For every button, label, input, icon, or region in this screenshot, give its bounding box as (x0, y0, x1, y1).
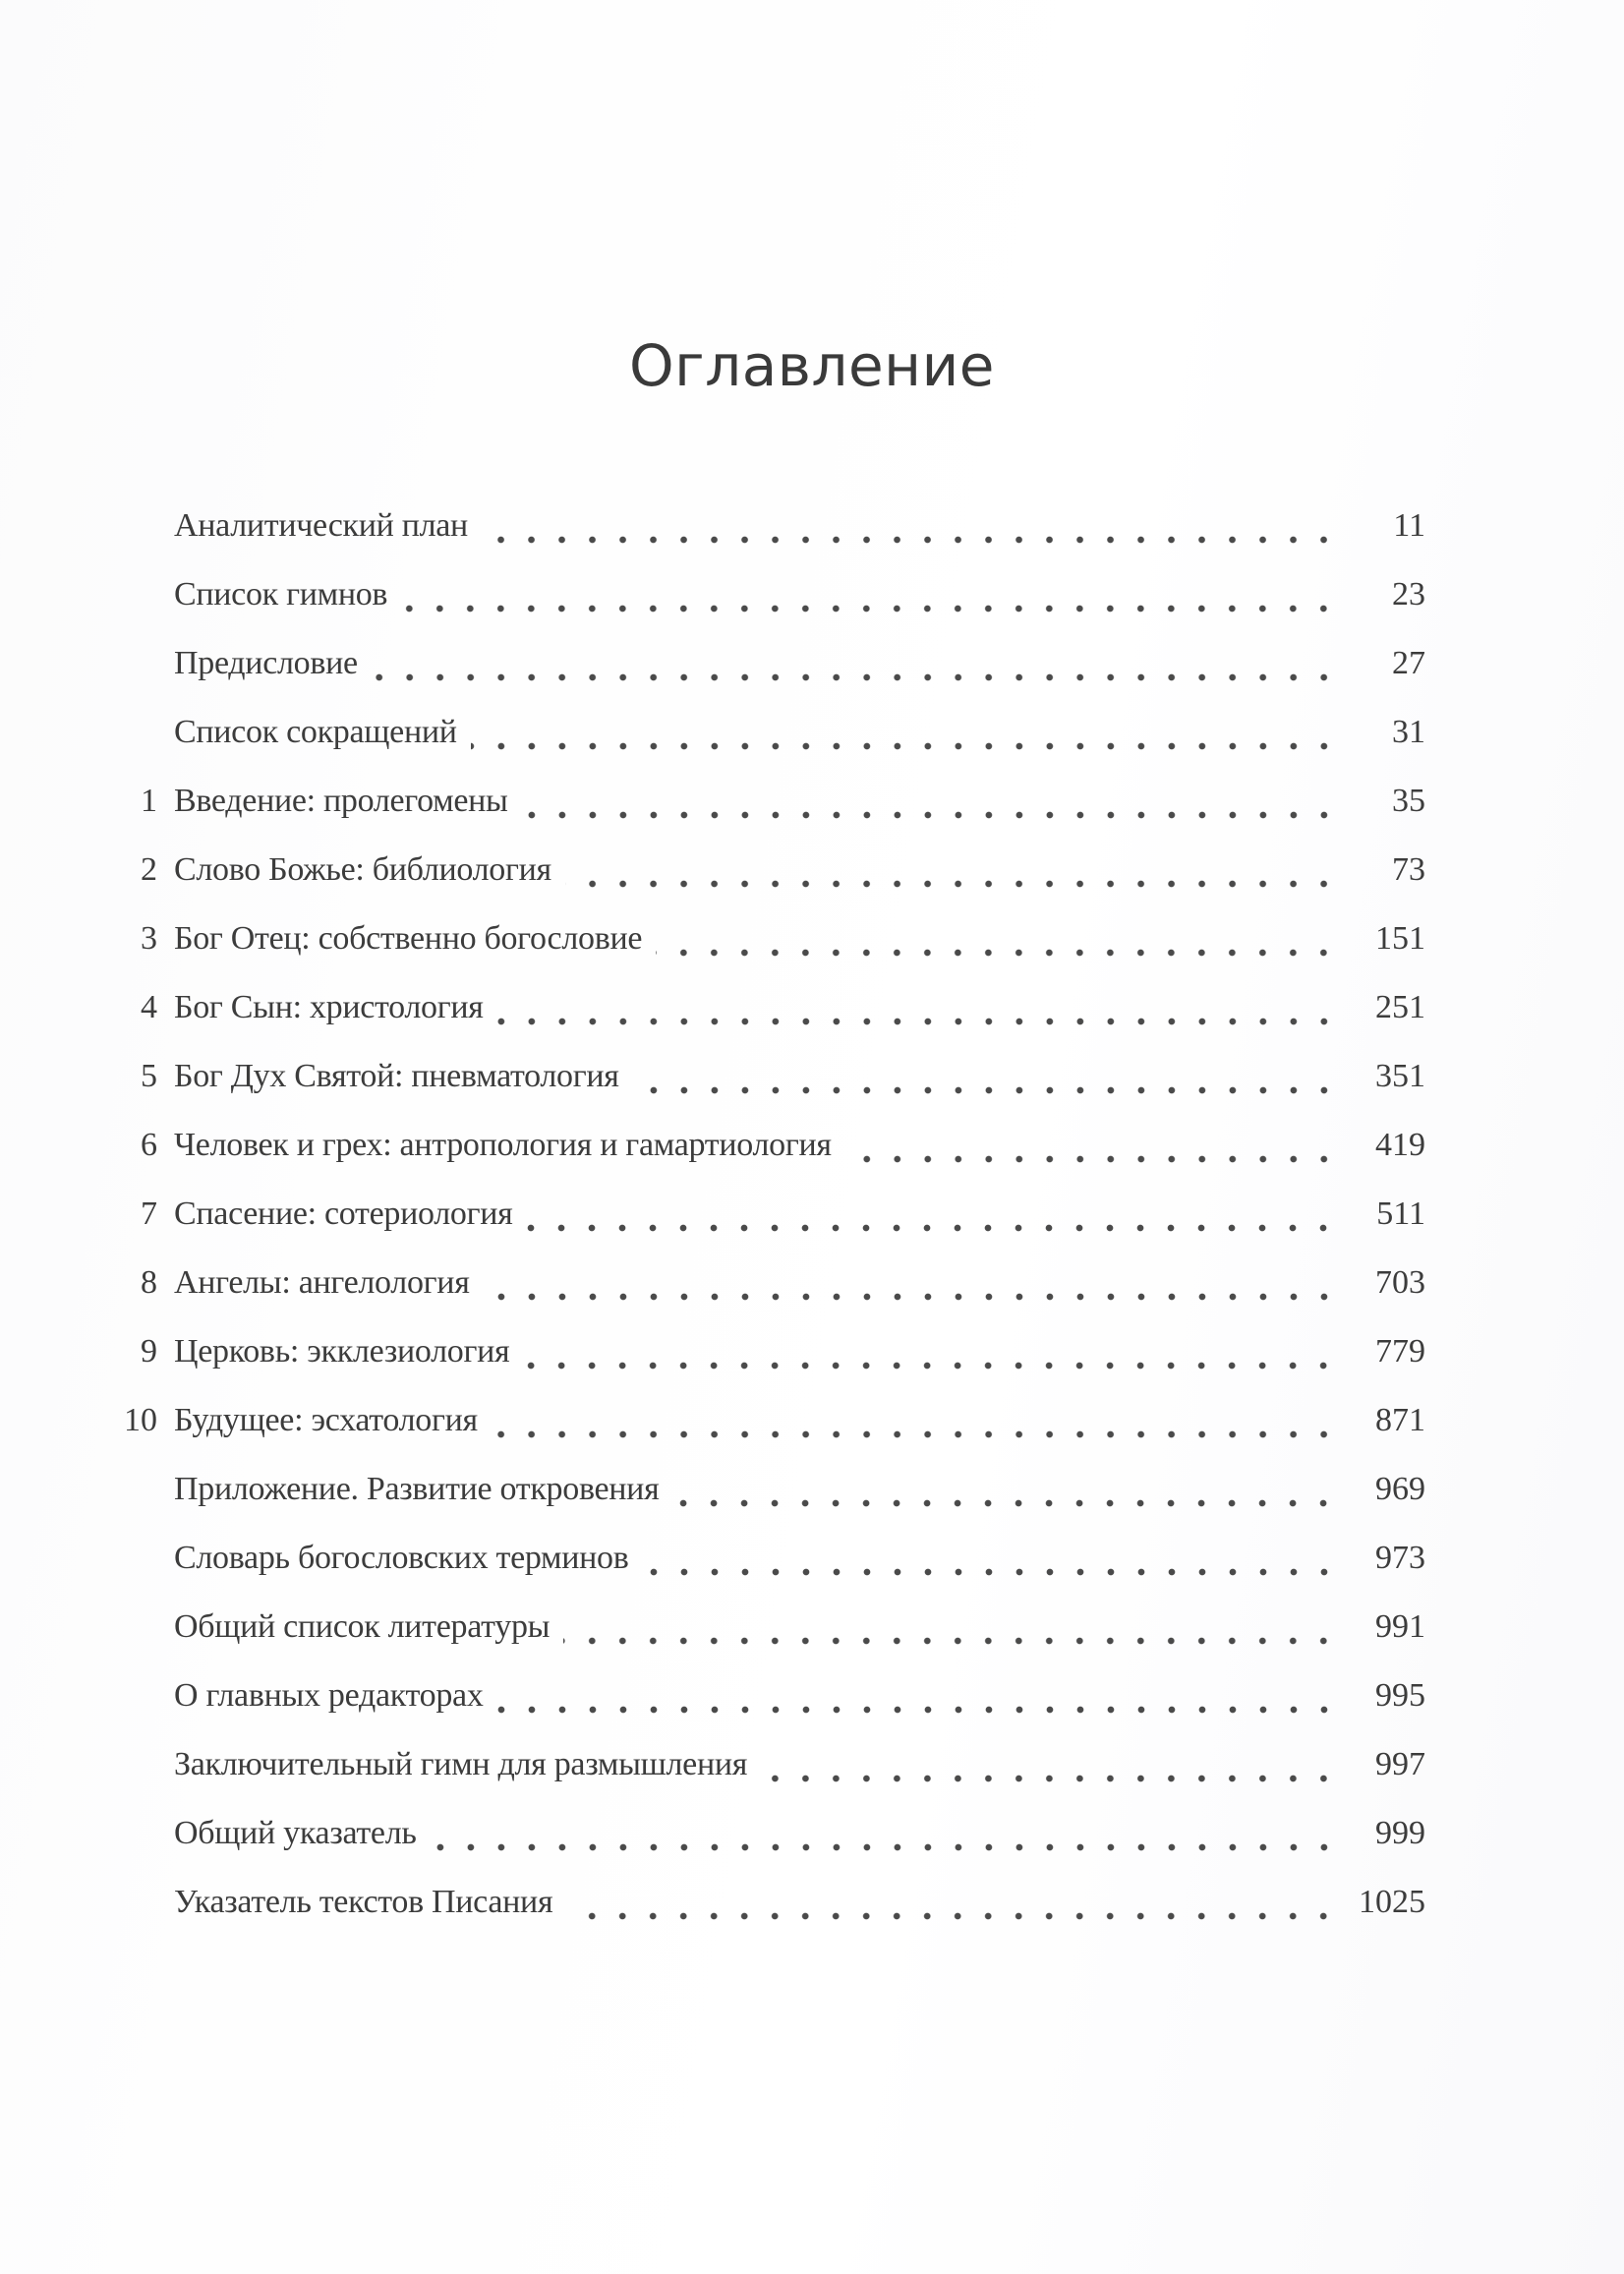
page-number: 997 (1375, 1746, 1425, 1782)
dot-leader (372, 671, 1339, 683)
entry-title: Бог Сын: христология (174, 989, 484, 1025)
page-title: Оглавление (629, 332, 995, 399)
toc-entry[interactable] (108, 1884, 1425, 1933)
entry-title: Спасение: сотериология (174, 1195, 513, 1232)
page-number: 419 (1375, 1127, 1425, 1163)
toc-entry[interactable] (108, 507, 1425, 556)
toc-entry[interactable] (108, 1677, 1425, 1726)
page-number: 27 (1392, 645, 1425, 681)
entry-title: Общий список литературы (174, 1608, 551, 1645)
toc-entry[interactable] (108, 851, 1425, 901)
page-number: 703 (1375, 1264, 1425, 1301)
toc-entry[interactable] (108, 1058, 1425, 1107)
page-number: 969 (1375, 1471, 1425, 1507)
page-number: 151 (1375, 920, 1425, 957)
dot-leader (672, 1497, 1339, 1509)
page-number: 991 (1375, 1608, 1425, 1645)
chapter-number: 10 (124, 1402, 157, 1438)
toc-entry[interactable] (108, 714, 1425, 763)
dot-leader (563, 1635, 1339, 1647)
dot-leader (523, 1360, 1339, 1371)
page-number: 779 (1375, 1333, 1425, 1370)
entry-title: Бог Дух Святой: пневматология (174, 1058, 619, 1094)
entry-title: Ангелы: ангелология (174, 1264, 470, 1301)
dot-leader (471, 740, 1339, 752)
dot-leader (526, 1222, 1339, 1234)
page-number: 871 (1375, 1402, 1425, 1438)
toc-entry[interactable] (108, 1264, 1425, 1313)
chapter-number: 2 (141, 851, 157, 888)
page-number: 11 (1393, 507, 1425, 544)
entry-title: Церковь: экклезиология (174, 1333, 510, 1370)
entry-title: Общий указатель (174, 1815, 417, 1851)
dot-leader (566, 1910, 1339, 1922)
chapter-number: 9 (141, 1333, 157, 1370)
entry-title: Будущее: эсхатология (174, 1402, 478, 1438)
page-number: 999 (1375, 1815, 1425, 1851)
dot-leader (401, 603, 1339, 614)
entry-title: Приложение. Развитие откровения (174, 1471, 660, 1507)
entry-title: Заключительный гимн для размышления (174, 1746, 748, 1782)
dot-leader (633, 1084, 1339, 1096)
entry-title: Предисловие (174, 645, 358, 681)
chapter-number: 5 (141, 1058, 157, 1094)
toc-entry[interactable] (108, 1540, 1425, 1589)
toc-entry[interactable] (108, 1746, 1425, 1795)
chapter-number: 6 (141, 1127, 157, 1163)
page-number: 31 (1392, 714, 1425, 750)
page-number: 351 (1375, 1058, 1425, 1094)
dot-leader (522, 809, 1339, 821)
toc-entry[interactable] (108, 1471, 1425, 1520)
dot-leader (656, 947, 1339, 959)
dot-leader (497, 1704, 1339, 1716)
page-number: 1025 (1359, 1884, 1425, 1920)
dot-leader (484, 1291, 1339, 1303)
toc-entry[interactable] (108, 645, 1425, 694)
toc-entry[interactable] (108, 1195, 1425, 1245)
toc-entry[interactable] (108, 1333, 1425, 1382)
entry-title: Словарь богословских терминов (174, 1540, 629, 1576)
dot-leader (431, 1841, 1339, 1853)
chapter-number: 7 (141, 1195, 157, 1232)
chapter-number: 3 (141, 920, 157, 957)
page-number: 995 (1375, 1677, 1425, 1714)
page-number: 73 (1392, 851, 1425, 888)
entry-title: Указатель текстов Писания (174, 1884, 553, 1920)
entry-title: О главных редакторах (174, 1677, 484, 1714)
toc-entry[interactable] (108, 1608, 1425, 1658)
dot-leader (761, 1773, 1339, 1784)
toc-entry[interactable] (108, 920, 1425, 969)
page-number: 511 (1376, 1195, 1425, 1232)
dot-leader (482, 534, 1339, 546)
page-number: 973 (1375, 1540, 1425, 1576)
toc-entry[interactable] (108, 1815, 1425, 1864)
dot-leader (845, 1153, 1339, 1165)
toc-entry[interactable] (108, 1127, 1425, 1176)
entry-title: Список гимнов (174, 576, 388, 612)
toc-entry[interactable] (108, 989, 1425, 1038)
entry-title: Список сокращений (174, 714, 457, 750)
entry-title: Человек и грех: антропология и гамартиология (174, 1127, 832, 1163)
page-number: 251 (1375, 989, 1425, 1025)
entry-title: Слово Божье: библиология (174, 851, 551, 888)
chapter-number: 1 (141, 783, 157, 819)
entry-title: Введение: пролегомены (174, 783, 508, 819)
entry-title: Бог Отец: собственно богословие (174, 920, 643, 957)
chapter-number: 8 (141, 1264, 157, 1301)
toc-entry[interactable] (108, 783, 1425, 832)
toc-entry[interactable] (108, 1402, 1425, 1451)
dot-leader (565, 878, 1339, 890)
entry-title: Аналитический план (174, 507, 468, 544)
chapter-number: 4 (141, 989, 157, 1025)
dot-leader (643, 1566, 1339, 1578)
page-number: 23 (1392, 576, 1425, 612)
dot-leader (492, 1429, 1339, 1440)
toc-entry[interactable] (108, 576, 1425, 625)
page-number: 35 (1392, 783, 1425, 819)
dot-leader (497, 1016, 1339, 1027)
